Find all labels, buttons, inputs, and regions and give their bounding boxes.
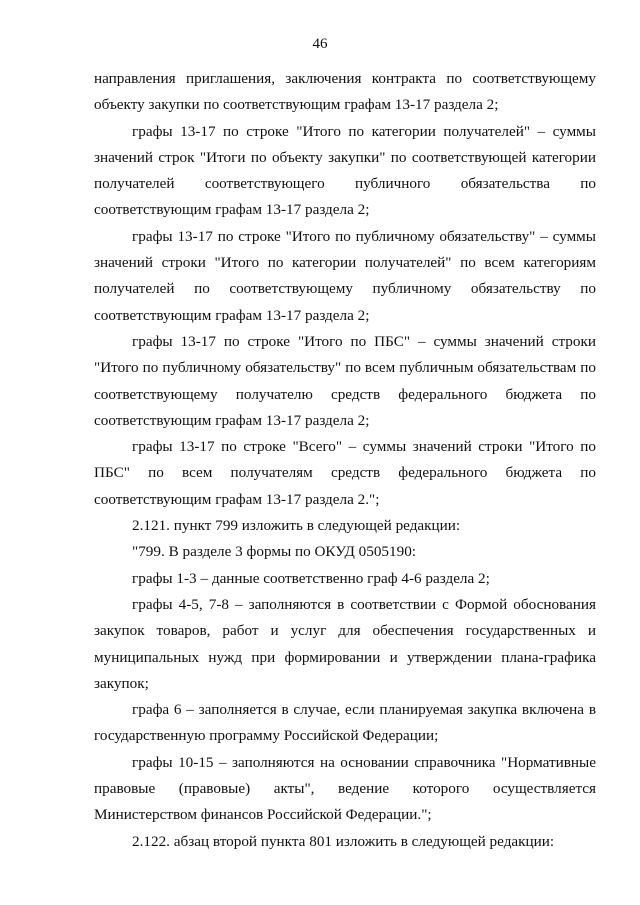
- text-line: ПБС" по всем получателям средств федерального бюджета по: [94, 464, 596, 482]
- text-line: графы 13-17 по строке "Итого по публичному обязательству" – суммы: [132, 227, 596, 245]
- text-line: 2.121. пункт 799 изложить в следующей редакции:: [132, 517, 461, 535]
- text-line: соответствующим графам 13-17 раздела 2.";: [94, 490, 380, 508]
- text-line: соответствующему получателю средств федерального бюджета по: [94, 385, 596, 403]
- page-number: 46: [312, 36, 328, 52]
- text-line: графы 1-3 – данные соответственно граф 4-6 раздела 2;: [132, 569, 490, 587]
- text-line: закупок;: [94, 674, 149, 692]
- text-line: объекту закупки по соответствующим графам 13-17 раздела 2;: [94, 96, 499, 114]
- text-line: графы 4-5, 7-8 – заполняются в соответствии с Формой обоснования: [132, 595, 596, 613]
- text-line: соответствующим графам 13-17 раздела 2;: [94, 306, 370, 324]
- text-line: Министерством финансов Российской Федерации.";: [94, 806, 432, 824]
- text-line: направления приглашения, заключения контракта по соответствующему: [94, 70, 596, 87]
- text-line: графа 6 – заполняется в случае, если планируемая закупка включена в: [132, 701, 596, 719]
- text-line: графы 13-17 по строке "Итого по категории получателей" – суммы: [132, 122, 596, 140]
- text-line: муниципальных нужд при формировании и утверждении плана-графика: [94, 648, 596, 666]
- text-line: соответствующим графам 13-17 раздела 2;: [94, 201, 370, 219]
- text-line: графы 13-17 по строке "Всего" – суммы значений строки "Итого по: [132, 438, 596, 456]
- text-line: получателей по соответствующему публичному обязательству по: [94, 280, 596, 298]
- text-line: правовые (правовые) акты", ведение которого осуществляется: [94, 780, 596, 798]
- text-line: соответствующим графам 13-17 раздела 2;: [94, 411, 370, 429]
- text-line: "799. В разделе 3 формы по ОКУД 0505190:: [132, 543, 417, 561]
- text-line: значений строки "Итого по категории получателей" по всем категориям: [94, 254, 596, 272]
- text-line: графы 13-17 по строке "Итого по ПБС" – суммы значений строки: [132, 332, 596, 350]
- text-line: получателей соответствующего публичного обязательства по: [94, 175, 596, 193]
- text-line: значений строк "Итоги по объекту закупки" по соответствующей категории: [94, 148, 596, 166]
- text-line: государственную программу Российской Федерации;: [94, 727, 439, 745]
- text-line: "Итого по публичному обязательству" по всем публичным обязательствам по: [94, 359, 596, 377]
- text-line: графы 10-15 – заполняются на основании справочника "Нормативные: [132, 753, 596, 771]
- text-line: закупок товаров, работ и услуг для обеспечения государственных и: [94, 622, 596, 640]
- document-body: [94, 66, 596, 855]
- text-line: 2.122. абзац второй пункта 801 изложить в следующей редакции:: [132, 832, 555, 850]
